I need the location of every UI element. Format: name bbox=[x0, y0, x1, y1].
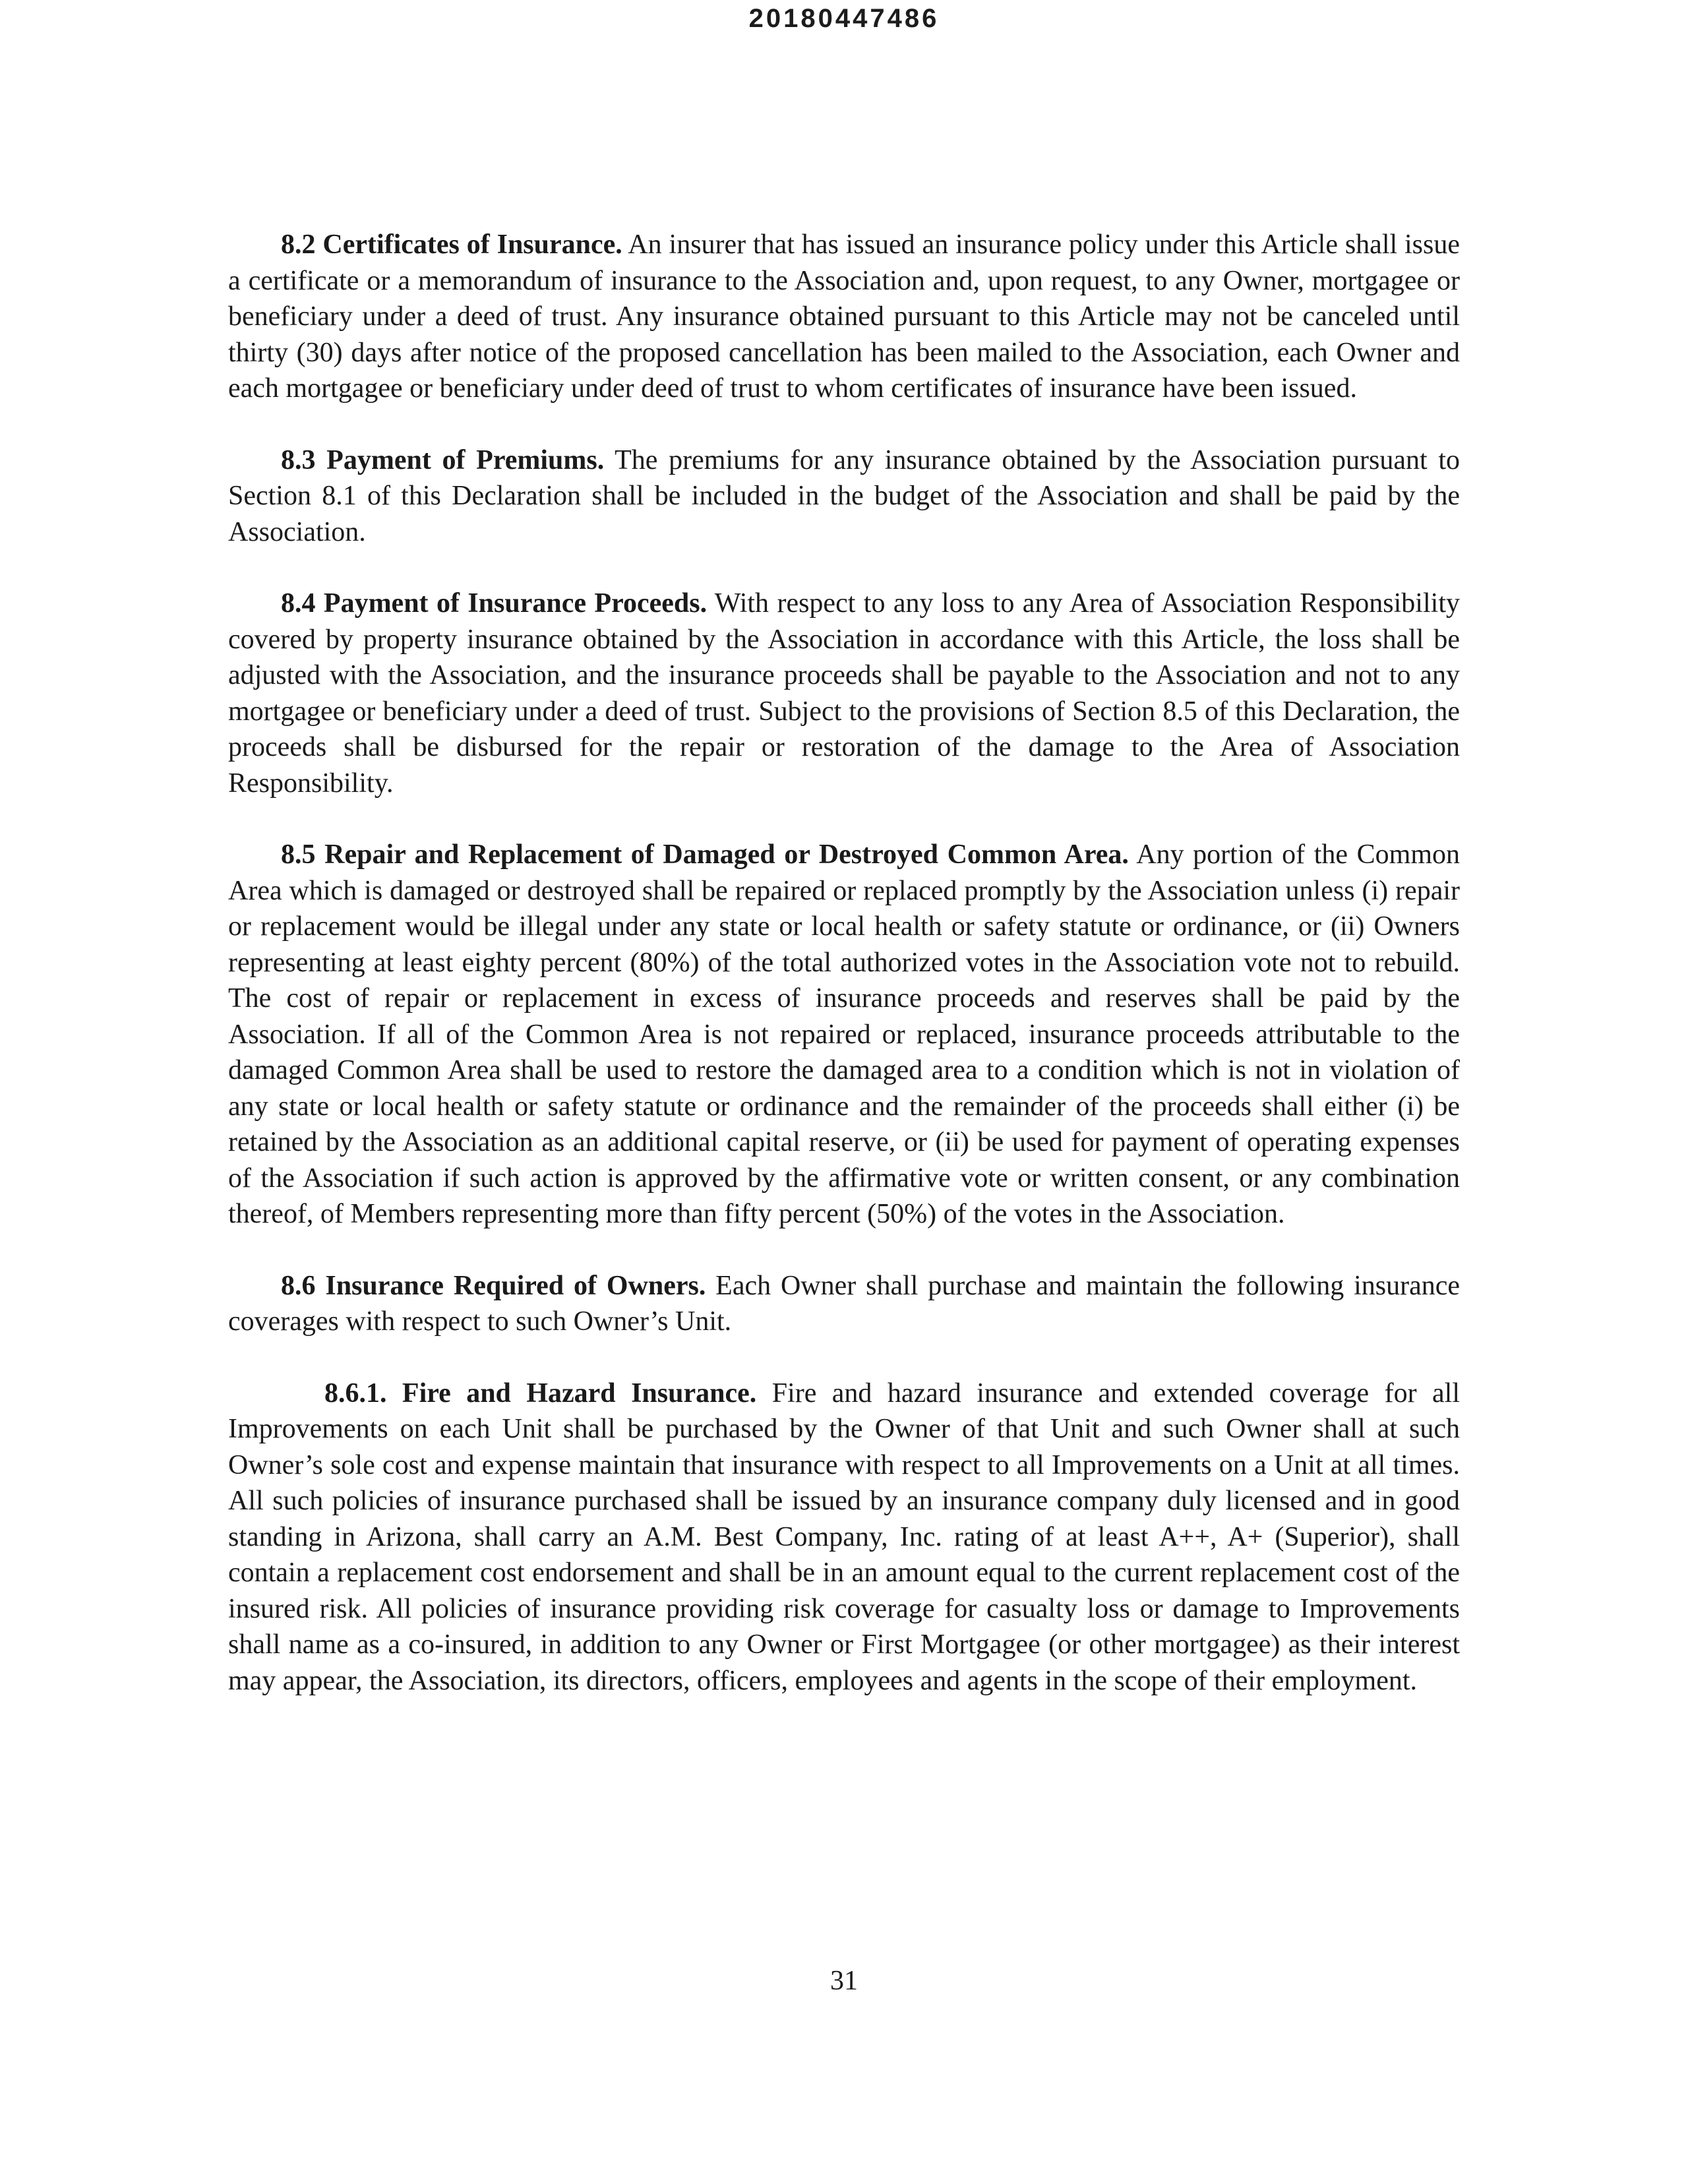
section-8-2 bbox=[228, 227, 1460, 407]
section-heading: 8.4 Payment of Insurance Proceeds. bbox=[281, 588, 708, 619]
document-body bbox=[228, 227, 1460, 1734]
section-text: Fire and hazard insurance and extended coverage for all Improvements on each Unit shall be purchased by the Owner of that Unit and such Owner shall at such Owner’s sole cost and expense maintain that insurance with respect to all Improvements on a Unit at all times. All such policies of insurance purchased shall be issued by an insurance company duly licensed and in good standing in Arizona, shall carry an A.M. Best Company, Inc. rating of at least A++, A+ (Superior), shall contain a replacement cost endorsement and shall be in an amount equal to the current replacement cost of the insured risk. All policies of insurance providing risk coverage for casualty loss or damage to Improvements shall name as a co-insured, in addition to any Owner or First Mortgagee (or other mortgagee) as their interest may appear, the Association, its directors, officers, employees and agents in the scope of their employment. bbox=[228, 1378, 1460, 1696]
section-text: The premiums for any insurance obtained by the Association pursuant to Section 8.1 of this Declaration shall be included in the budget of the Association and shall be paid by the Association. bbox=[228, 444, 1461, 547]
document-number: 20180447486 bbox=[748, 4, 940, 33]
section-heading: 8.6 Insurance Required of Owners. bbox=[281, 1270, 706, 1301]
section-8-4 bbox=[228, 586, 1460, 801]
section-heading: 8.5 Repair and Replacement of Damaged or Destroyed Common Area. bbox=[281, 839, 1129, 870]
section-text: Any portion of the Common Area which is damaged or destroyed shall be repaired or replaced promptly by the Association unless (i) repair or replacement would be illegal under any state or local health or safety statute or ordinance, or (ii) Owners representing at least eighty percent (80%) of the total authorized votes in the Association vote not to rebuild. The cost of repair or replacement in excess of insurance proceeds and reserves shall be paid by the Association. If all of the Common Area is not repaired or replaced, insurance proceeds attributable to the damaged Common Area shall be used to restore the damaged area to a condition which is not in violation of any state or local health or safety statute or ordinance and the remainder of the proceeds shall either (i) be retained by the Association as an additional capital reserve, or (ii) be used for payment of operating expenses of the Association if such action is approved by the affirmative vote or written consent, or any combination thereof, of Members representing more than fifty percent (50%) of the votes in the Association. bbox=[228, 839, 1460, 1229]
section-8-5 bbox=[228, 837, 1460, 1232]
section-heading: 8.2 Certificates of Insurance. bbox=[281, 229, 622, 260]
section-8-3 bbox=[228, 442, 1460, 551]
section-heading: 8.3 Payment of Premiums. bbox=[281, 444, 605, 475]
section-heading: 8.6.1. Fire and Hazard Insurance. bbox=[324, 1378, 757, 1409]
section-8-6 bbox=[228, 1268, 1460, 1340]
page-number: 31 bbox=[830, 1966, 858, 1996]
section-text: With respect to any loss to any Area of Association Responsibility covered by property insurance obtained by the Association in accordance with this Article, the loss shall be adjusted with the Association, and the insurance proceeds shall be payable to the Association and not to any mortgagee or beneficiary under a deed of trust. Subject to the provisions of Section 8.5 of this Declaration, the proceeds shall be disbursed for the repair or restoration of the damage to the Area of Association Responsibility. bbox=[228, 588, 1460, 799]
section-text: Each Owner shall purchase and maintain the following insurance coverages with respect to such Owner’s Unit. bbox=[228, 1270, 1460, 1337]
section-text: An insurer that has issued an insurance policy under this Article shall issue a certificate or a memorandum of insurance to the Association and, upon request, to any Owner, mortgagee or beneficiary under a deed of trust. Any insurance obtained pursuant to this Article may not be canceled until thirty (30) days after notice of the proposed cancellation has been mailed to the Association, each Owner and each mortgagee or beneficiary under deed of trust to whom certificates of insurance have been issued. bbox=[228, 229, 1461, 404]
section-8-6-1 bbox=[228, 1376, 1460, 1699]
